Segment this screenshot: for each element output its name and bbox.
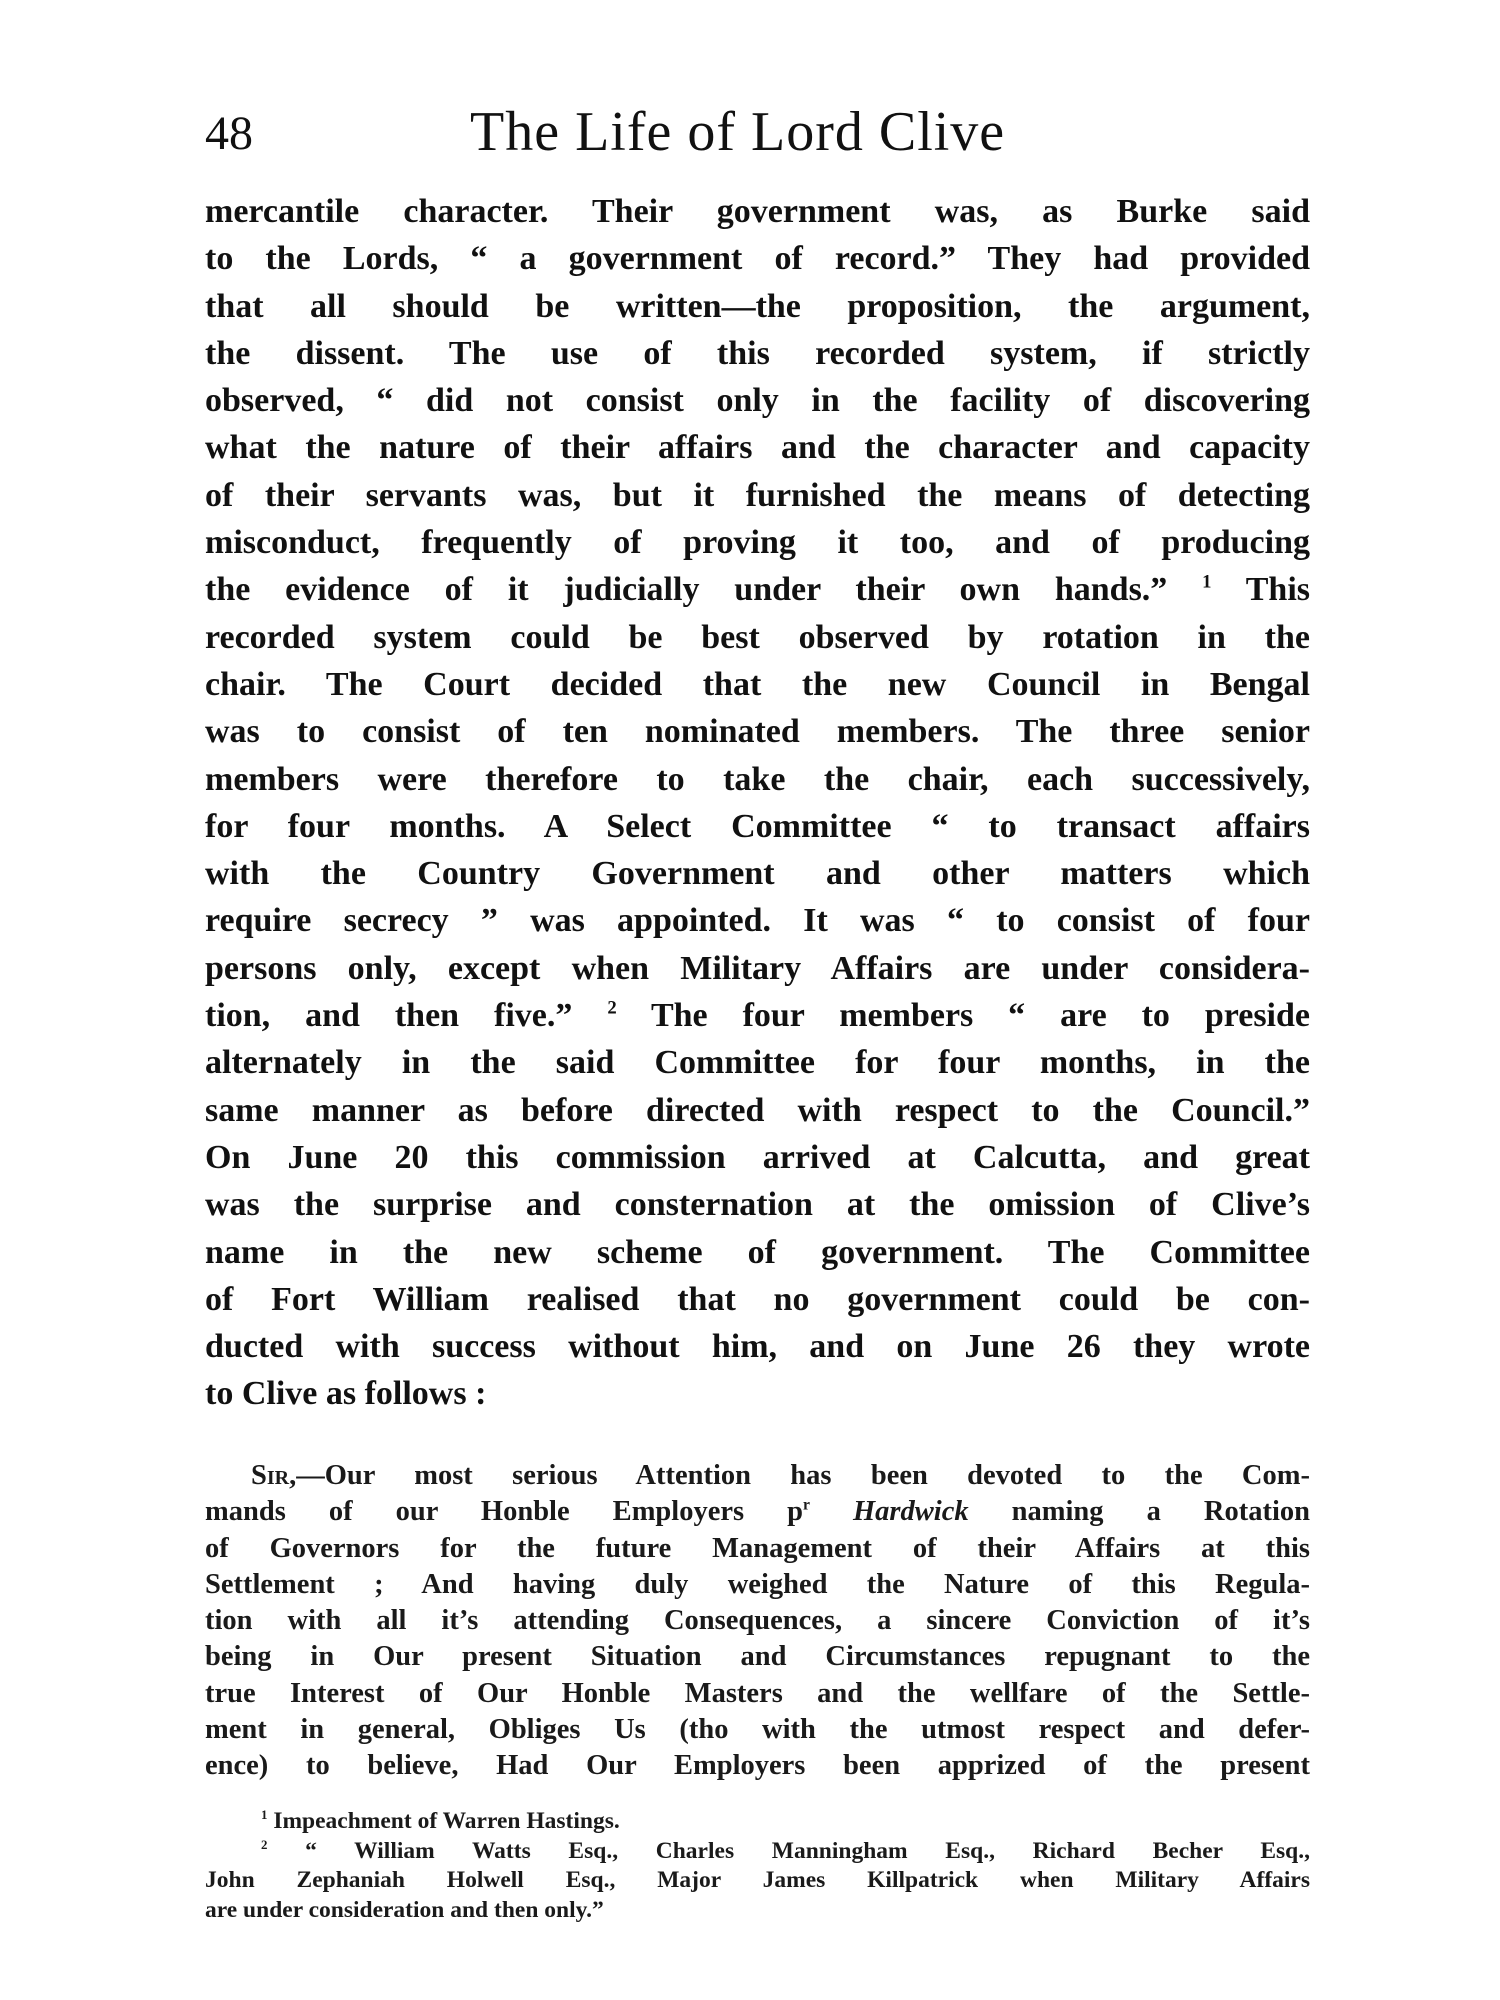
letter-line bbox=[205, 1494, 1310, 1530]
text-line: misconduct, frequently of proving it too, and of producing bbox=[205, 524, 1310, 562]
footnote-marker: 2 bbox=[261, 1836, 268, 1852]
text-line: of Fort William realised that no government could be con- bbox=[205, 1280, 1310, 1318]
text-line bbox=[205, 566, 1310, 613]
page-header bbox=[205, 100, 1305, 180]
footnote-line: are under consideration and then only.” bbox=[205, 1896, 604, 1923]
footnote-text: “ William Watts Esq., Charles Manningham Esq., Richard Becher Esq., bbox=[305, 1837, 1310, 1864]
superscript: r bbox=[803, 1496, 810, 1514]
text-line: same manner as before directed with respect to the Council.” bbox=[205, 1091, 1310, 1129]
letter-line: ment in general, Obliges Us (tho with the utmost respect and defer- bbox=[205, 1714, 1310, 1746]
text-line: to Clive as follows : bbox=[205, 1375, 487, 1413]
letter-line-text: mands of our Honble Employers p bbox=[205, 1496, 803, 1528]
main-text bbox=[205, 188, 1310, 1418]
quoted-letter bbox=[205, 1458, 1310, 1785]
text-line-head: the evidence of it judicially under their own hands.” bbox=[205, 571, 1168, 609]
text-line: what the nature of their affairs and the character and capacity bbox=[205, 429, 1310, 467]
text-line: alternately in the said Committee for four months, in the bbox=[205, 1044, 1310, 1082]
text-line bbox=[205, 992, 1310, 1039]
letter-line: of Governors for the future Management of their Affairs at this bbox=[205, 1532, 1310, 1564]
text-line: members were therefore to take the chair, each successively, bbox=[205, 760, 1310, 798]
text-line: ducted with success without him, and on June 26 they wrote bbox=[205, 1328, 1310, 1366]
text-line: name in the new scheme of government. The Committee bbox=[205, 1233, 1310, 1271]
letter-line: Settlement ; And having duly weighed the Nature of this Regula- bbox=[205, 1568, 1310, 1600]
footnotes bbox=[205, 1807, 1310, 1925]
text-line: On June 20 this commission arrived at Calcutta, and great bbox=[205, 1138, 1310, 1176]
text-line-tail: This bbox=[1245, 571, 1310, 609]
text-line-tail: The four members “ are to preside bbox=[650, 997, 1311, 1035]
text-line: chair. The Court decided that the new Council in Bengal bbox=[205, 665, 1310, 703]
footnote-marker: 1 bbox=[1202, 572, 1212, 594]
footnote-line: John Zephaniah Holwell Esq., Major James Killpatrick when Military Affairs bbox=[205, 1867, 1310, 1893]
footnote-2 bbox=[205, 1837, 1310, 1867]
footnote-text: Impeachment of Warren Hastings. bbox=[273, 1808, 620, 1834]
text-line: that all should be written—the proposition, the argument, bbox=[205, 287, 1310, 325]
text-line: recorded system could be best observed by rotation in the bbox=[205, 618, 1310, 656]
letter-line: tion with all it’s attending Consequences, a sincere Conviction of it’s bbox=[205, 1605, 1310, 1637]
text-line: was to consist of ten nominated members. The three senior bbox=[205, 713, 1310, 751]
text-line: to the Lords, “ a government of record.” They had provided bbox=[205, 240, 1310, 278]
text-line: was the surprise and consternation at the omission of Clive’s bbox=[205, 1186, 1310, 1224]
footnote-marker: 1 bbox=[261, 1807, 268, 1823]
letter-line: true Interest of Our Honble Masters and the wellfare of the Settle- bbox=[205, 1677, 1310, 1709]
letter-salutation: Sir, bbox=[251, 1460, 297, 1491]
text-line-head: tion, and then five.” bbox=[205, 997, 573, 1035]
text-line: persons only, except when Military Affairs are under considera- bbox=[205, 949, 1310, 987]
letter-line-text: —Our most serious Attention has been devoted to the Com- bbox=[296, 1460, 1310, 1491]
running-title: The Life of Lord Clive bbox=[470, 101, 1006, 163]
footnote-1 bbox=[205, 1807, 1310, 1837]
letter-line: being in Our present Situation and Circumstances repugnant to the bbox=[205, 1641, 1310, 1673]
text-line: for four months. A Select Committee “ to transact affairs bbox=[205, 807, 1310, 845]
text-line: require secrecy ” was appointed. It was “ to consist of four bbox=[205, 902, 1310, 940]
letter-line bbox=[205, 1458, 1310, 1494]
text-line: mercantile character. Their government was, as Burke said bbox=[205, 193, 1310, 230]
letter-line: ence) to believe, Had Our Employers been apprized of the present bbox=[205, 1750, 1310, 1782]
ship-name: Hardwick bbox=[853, 1496, 969, 1528]
text-line: of their servants was, but it furnished the means of detecting bbox=[205, 476, 1310, 514]
page-number: 48 bbox=[205, 107, 253, 160]
footnote-marker: 2 bbox=[607, 997, 617, 1019]
text-line: with the Country Government and other matters which bbox=[205, 855, 1310, 893]
text-line: observed, “ did not consist only in the facility of discovering bbox=[205, 382, 1310, 420]
letter-line-tail: naming a Rotation bbox=[1011, 1496, 1310, 1528]
text-line: the dissent. The use of this recorded system, if strictly bbox=[205, 334, 1310, 372]
